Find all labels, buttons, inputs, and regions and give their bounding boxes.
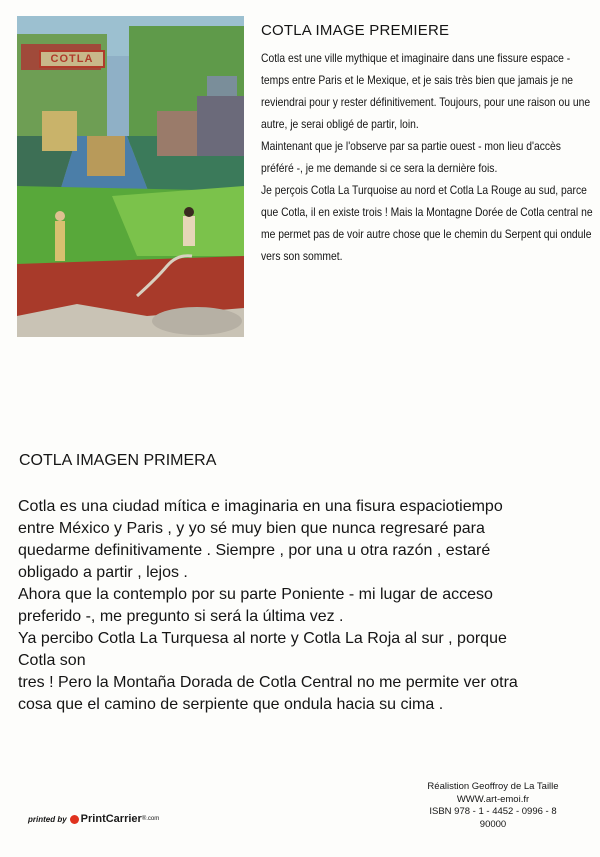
- painting-sign: COTLA: [39, 50, 105, 68]
- credits: [418, 781, 568, 831]
- spanish-line: quedarme definitivamente . Siempre , por una u otra razón , estaré: [18, 542, 491, 559]
- french-paragraph: Je perçois Cotla La Turquoise au nord et Cotla La Rouge au sud, parce que Cotla, il en existe trois ! Mais la Montagne Dorée de Cotla central ne me permet pas de voir autre chose que le chemin du Serpent qui ondule vers son sommet.: [261, 183, 593, 263]
- spanish-line: preferido -, me pregunto si será la última vez .: [18, 608, 344, 625]
- credit-website: WWW.art-emoi.fr: [456, 793, 530, 805]
- french-body: [261, 47, 593, 267]
- spanish-line: Ya percibo Cotla La Turquesa al norte y Cotla La Roja al sur , porque: [18, 630, 507, 647]
- french-paragraph: Cotla est une ville mythique et imaginaire dans une fissure espace -temps entre Paris et le Mexique, et je sais très bien que jamais je ne reviendrai pour y rester définitivement. Toujours, pour une raison ou une autre, je serai obligé de partir, loin.: [261, 51, 591, 131]
- spanish-title: COTLA IMAGEN PRIMERA: [19, 452, 217, 469]
- printed-by-label: printed by: [28, 814, 67, 824]
- spanish-line: Cotla es una ciudad mítica e imaginaria en una fisura espaciotiempo: [18, 498, 503, 515]
- spanish-line: cosa que el camino de serpiente que ondula hacia su cima .: [18, 696, 444, 713]
- credit-author: Réalistion Geoffroy de La Taille: [427, 781, 559, 792]
- spanish-line: obligado a partir , lejos .: [18, 564, 188, 581]
- spanish-body: [18, 496, 583, 716]
- spanish-line: entre México y Paris , y yo sé muy bien que nunca regresaré para: [18, 520, 485, 537]
- spanish-line: tres ! Pero la Montaña Dorada de Cotla Central no me permite ver otra: [18, 674, 518, 691]
- printer-logo: [28, 813, 159, 825]
- credit-price-code: 90000: [479, 818, 507, 830]
- cover-painting: [17, 16, 244, 337]
- french-paragraph: Maintenant que je l'observe par sa partie ouest - mon lieu d'accès préféré -, je me demande si ce sera la dernière fois.: [261, 139, 561, 175]
- printer-brand-suffix: ®.com: [141, 816, 160, 822]
- credit-isbn: ISBN 978 - 1 - 4452 - 0996 - 8: [429, 806, 557, 817]
- spanish-line: Ahora que la contemplo por su parte Poniente - mi lugar de acceso: [18, 586, 493, 603]
- printcarrier-logo-icon: [70, 815, 79, 824]
- french-section: [261, 22, 591, 267]
- spanish-line: Cotla son: [18, 652, 86, 669]
- printer-brand: PrintCarrier: [80, 813, 142, 825]
- french-title: COTLA IMAGE PREMIERE: [261, 22, 450, 39]
